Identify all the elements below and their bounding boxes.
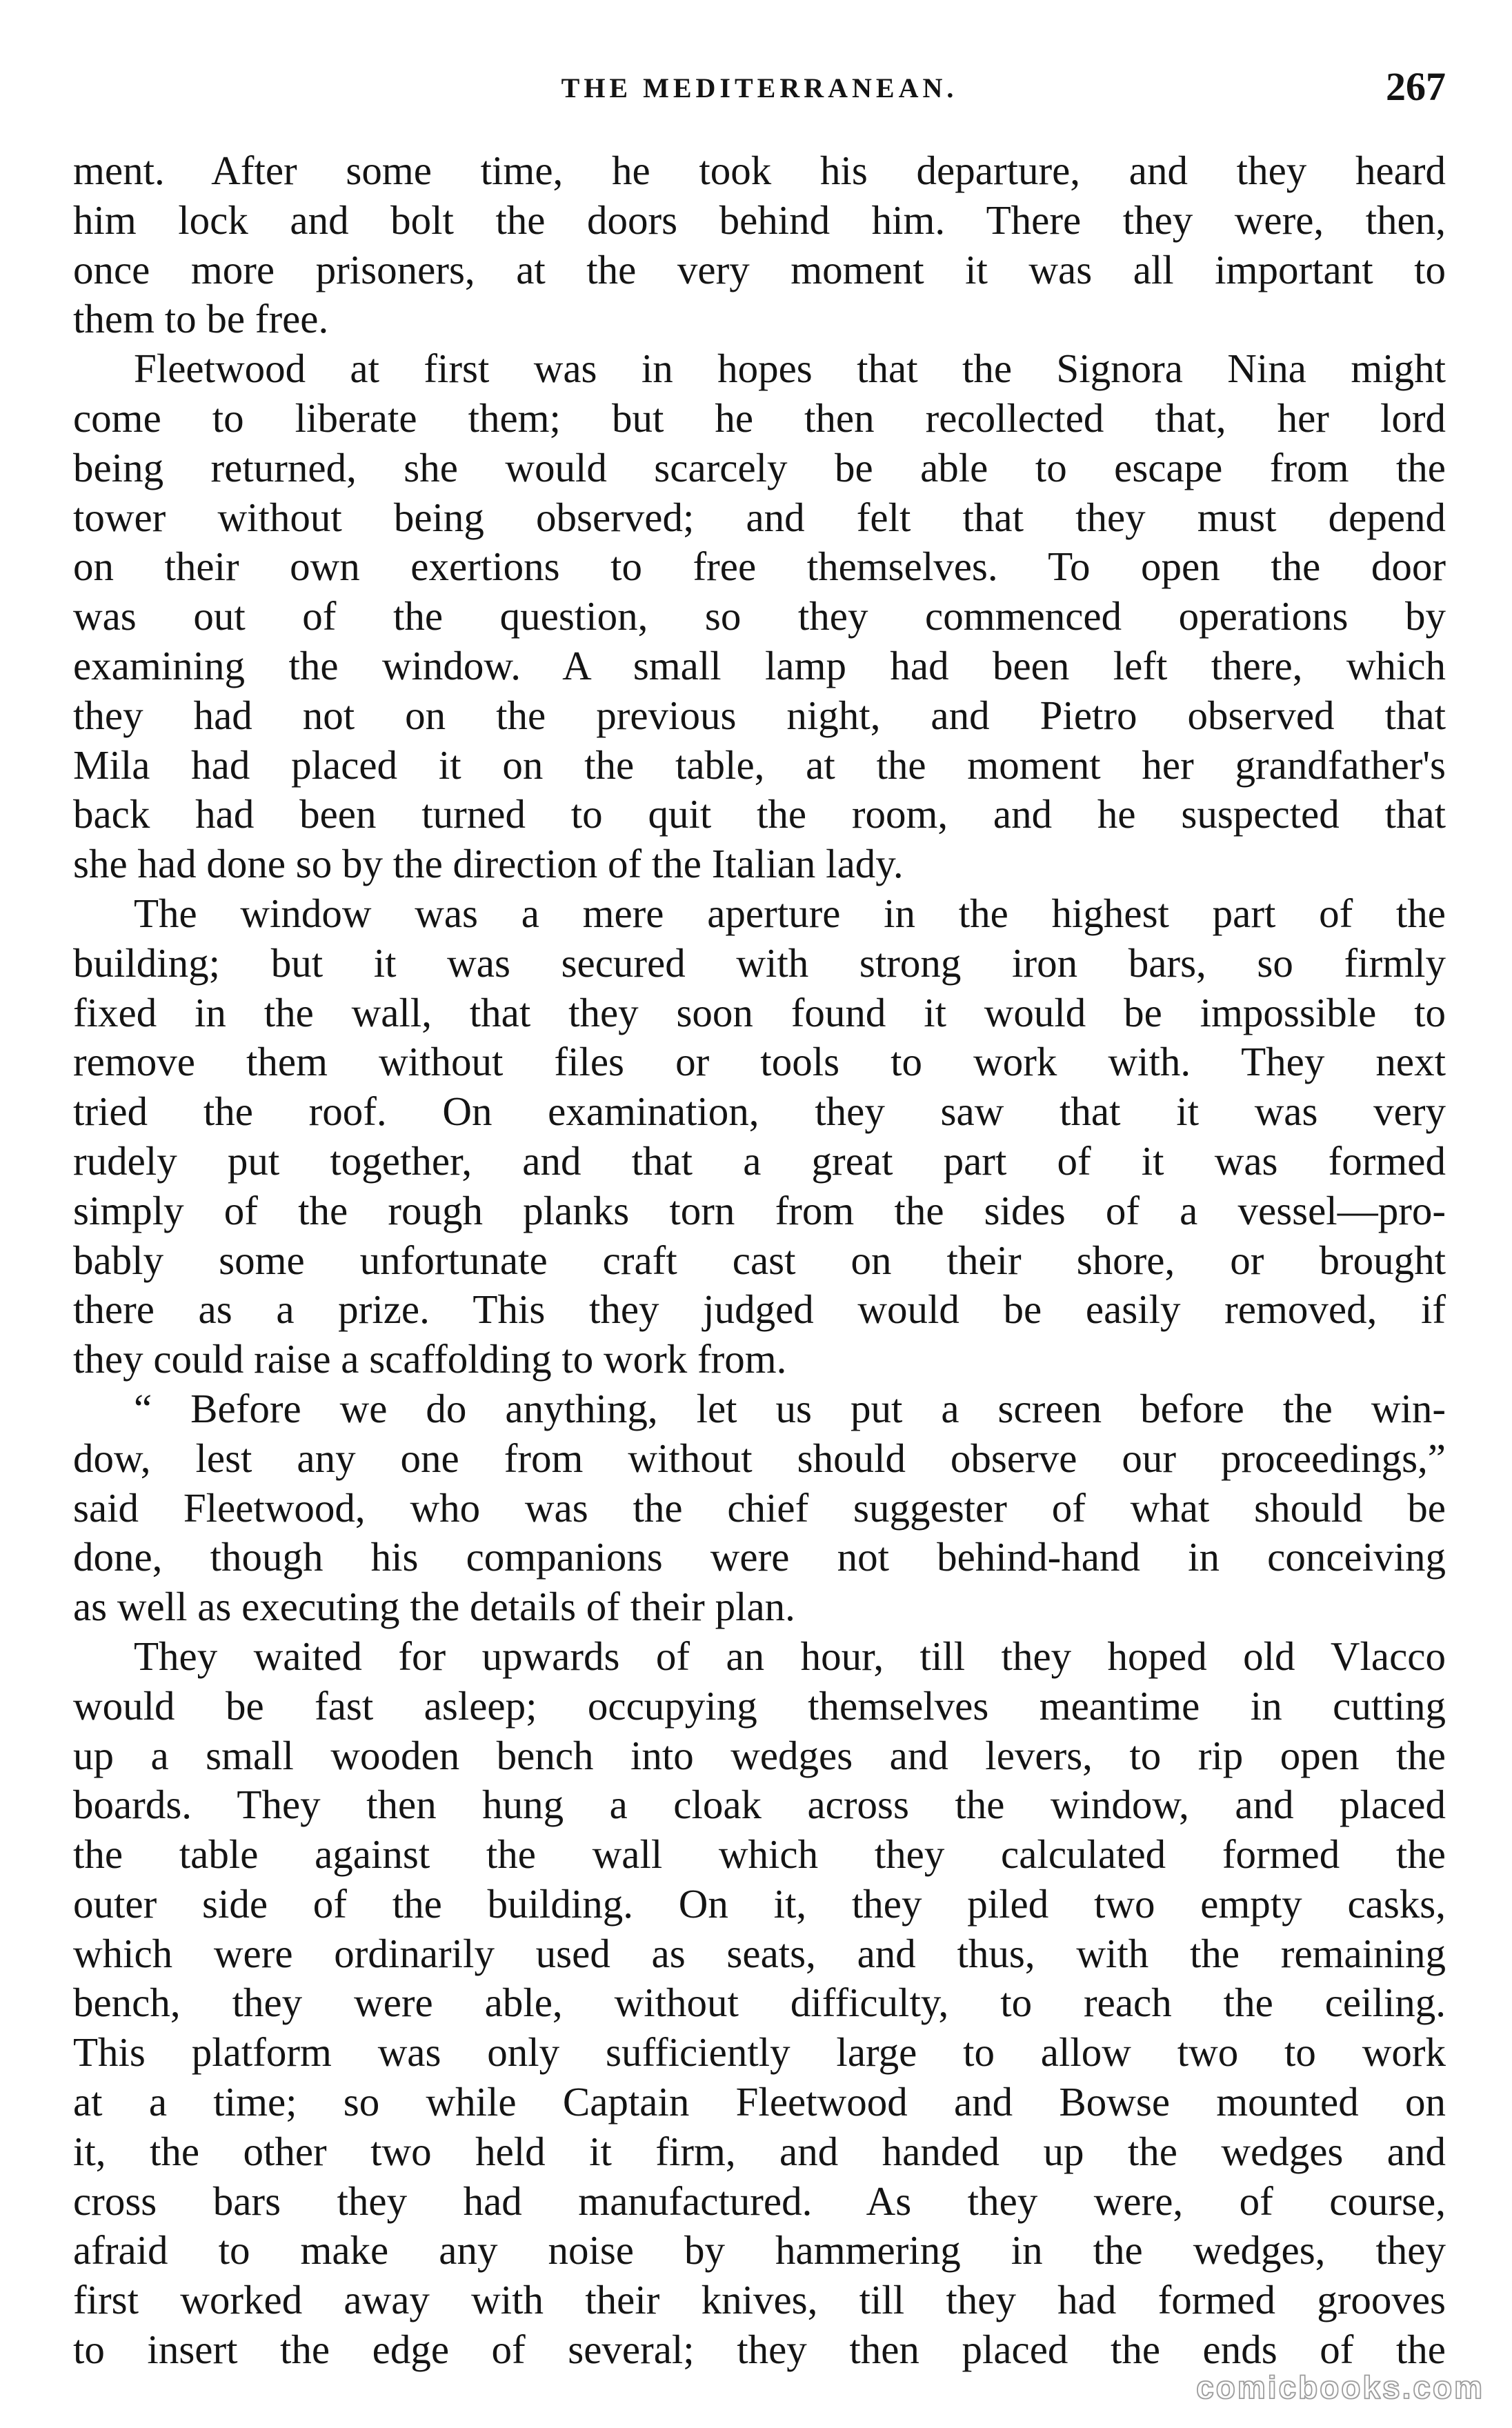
text-line: The window was a mere aperture in the highest part of the xyxy=(134,890,1446,936)
text-line: up a small wooden bench into wedges and levers, to rip open the xyxy=(73,1732,1446,1778)
text-line: him lock and bolt the doors behind him. There they were, then, xyxy=(73,197,1446,243)
text-line: which were ordinarily used as seats, and thus, with the remaining xyxy=(73,1930,1446,1976)
text-line: building; but it was secured with strong iron bars, so firmly xyxy=(73,939,1446,986)
text-line: on their own exertions to free themselves. To open the door xyxy=(73,544,1446,590)
text-line: boards. They then hung a cloak across the window, and placed xyxy=(73,1782,1446,1828)
page-header xyxy=(73,63,1446,126)
text-line: fixed in the wall, that they soon found it would be impossible to xyxy=(73,989,1446,1035)
text-line: they could raise a scaffolding to work from. xyxy=(73,1336,787,1382)
text-line: dow, lest any one from without should observe our proceedings,” xyxy=(73,1435,1446,1481)
text-line: would be fast asleep; occupying themselves meantime in cutting xyxy=(73,1682,1446,1729)
text-line: bench, they were able, without difficulty, to reach the ceiling. xyxy=(73,1980,1446,2026)
body-text xyxy=(73,146,1446,2375)
text-line: ment. After some time, he took his departure, and they heard xyxy=(73,148,1446,193)
text-line: said Fleetwood, who was the chief suggester of what should be xyxy=(73,1484,1446,1531)
text-line: remove them without files or tools to work with. They next xyxy=(73,1039,1446,1085)
text-line: They waited for upwards of an hour, till they hoped old Vlacco xyxy=(134,1633,1446,1679)
text-line: they had not on the previous night, and Pietro observed that xyxy=(73,692,1446,738)
text-line: afraid to make any noise by hammering in the wedges, they xyxy=(73,2227,1446,2273)
text-line: at a time; so while Captain Fleetwood and Bowse mounted on xyxy=(73,2079,1446,2125)
text-line: cross bars they had manufactured. As they were, of course, xyxy=(73,2178,1446,2224)
text-line: bably some unfortunate craft cast on their shore, or brought xyxy=(73,1237,1446,1283)
text-line: tower without being observed; and felt that they must depend xyxy=(73,494,1446,540)
text-line: “ Before we do anything, let us put a screen before the win- xyxy=(134,1385,1446,1431)
text-line: as well as executing the details of their plan. xyxy=(73,1584,795,1630)
text-line: Mila had placed it on the table, at the moment her grandfather's xyxy=(73,742,1446,788)
text-line: Fleetwood at first was in hopes that the Signora Nina might xyxy=(134,346,1446,392)
watermark: comicbooks.com xyxy=(1196,2369,1484,2405)
text-line: there as a prize. This they judged would be easily removed, if xyxy=(73,1286,1446,1333)
text-line: was out of the question, so they commenced operations by xyxy=(73,593,1446,639)
text-line: them to be free. xyxy=(73,296,329,342)
text-line: back had been turned to quit the room, and he suspected that xyxy=(73,791,1446,837)
text-line: simply of the rough planks torn from the sides of a vessel—pro- xyxy=(73,1187,1446,1233)
text-line: being returned, she would scarcely be able to escape from the xyxy=(73,444,1446,490)
text-line: once more prisoners, at the very moment it was all important to xyxy=(73,246,1446,292)
page-number: 267 xyxy=(1386,64,1446,109)
text-line: done, though his companions were not behind-hand in conceiving xyxy=(73,1534,1446,1580)
text-line: come to liberate them; but he then recollected that, her lord xyxy=(73,395,1446,441)
text-line: rudely put together, and that a great part of it was formed xyxy=(73,1137,1446,1184)
text-line: examining the window. A small lamp had been left there, which xyxy=(73,642,1446,688)
text-line: This platform was only sufficiently large to allow two to work xyxy=(73,2029,1446,2076)
text-line: to insert the edge of several; they then placed the ends of the xyxy=(73,2327,1446,2373)
text-line: it, the other two held it firm, and handed up the wedges and xyxy=(73,2128,1446,2174)
text-line: she had done so by the direction of the Italian lady. xyxy=(73,841,904,887)
text-line: first worked away with their knives, till they had formed grooves xyxy=(73,2277,1446,2323)
text-line: the table against the wall which they calculated formed the xyxy=(73,1831,1446,1878)
text-line: tried the roof. On examination, they saw that it was very xyxy=(73,1088,1446,1135)
running-title: THE MEDITERRANEAN. xyxy=(561,72,958,103)
text-line: outer side of the building. On it, they piled two empty casks, xyxy=(73,1880,1446,1927)
